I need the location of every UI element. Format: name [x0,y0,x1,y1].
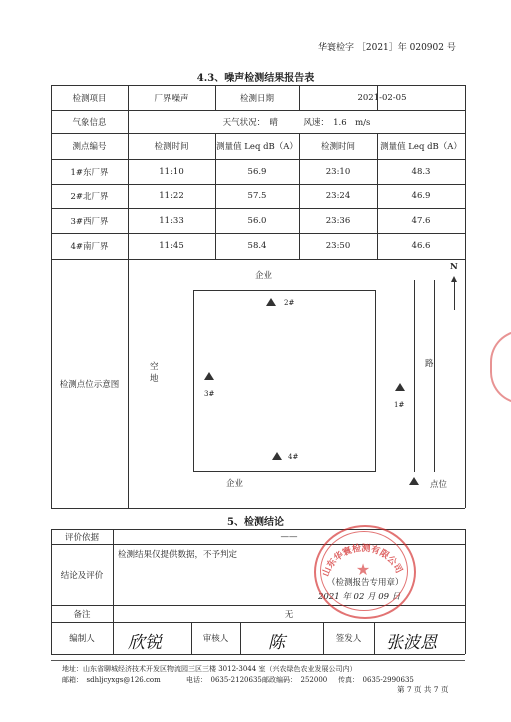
conclusion-title: 5、检测结论 [227,517,284,528]
night-time: 23:10 [325,166,351,177]
day-value: 57.5 [247,191,267,201]
point-4-marker-icon [272,452,282,460]
night-value: 47.6 [411,215,431,226]
night-value: 48.3 [411,166,431,177]
point-id: 2#北厂界 [70,192,109,202]
reviewer-label: 审核人 [202,634,229,644]
point-3-marker-icon [204,372,214,380]
point-2-marker-icon [266,298,276,306]
remark-label: 备注 [73,609,91,620]
seam-stamp [490,330,511,404]
issuer-signature: 张波恩 [386,633,437,653]
weather-value: 天气状况： 晴 风速： 1.6 m/s [222,117,371,128]
basis-value: —— [280,531,298,542]
night-value: 46.6 [411,241,431,251]
issuer-label: 签发人 [335,634,362,644]
road-label: 路 [425,359,434,369]
point-id: 3#西厂界 [70,216,109,227]
point-1-marker-icon [395,383,405,391]
footer-address: 地址：山东省聊城经济技术开发区物流园三区三楼 3012-3044 室（兴农绿色农业发展公司内） [62,665,357,673]
diagram-row-label: 检测点位示意图 [59,379,120,390]
west-land-label: 空 [150,362,159,372]
col-header: 检测时间 [320,142,355,152]
prepared-signature: 欣锐 [128,633,162,653]
basis-label: 评价依据 [64,532,99,543]
road-line [414,280,415,472]
north-label: N [450,262,458,272]
report-title: 4.3、噪声检测结果报告表 [196,73,315,84]
stamp-note: （检测报告专用章） [327,578,404,588]
item-value: 厂界噪声 [154,93,189,104]
svg-text:★: ★ [355,560,371,579]
item-label: 检测项目 [72,93,107,104]
night-time: 23:36 [325,215,351,226]
north-enterprise-label: 企业 [255,271,273,281]
point-2-label: 2# [284,299,295,307]
road-line [434,280,435,472]
legend-marker-icon [409,477,419,485]
day-value: 56.9 [247,166,267,177]
date-label: 检测日期 [239,93,274,104]
day-value: 56.0 [247,215,267,226]
footer-fax: 传真： 0635-2990635 [338,676,414,684]
south-enterprise-label: 企业 [226,479,244,489]
point-id: 1#东厂界 [70,167,109,178]
date-value: 2021-02-05 [357,92,407,103]
night-value: 46.9 [411,191,431,201]
footer-email: 邮箱： sdhljcyxgs@126.com [62,676,161,684]
day-time: 11:10 [159,166,184,177]
doc-number: 华寰检字 ［2021］年 020902 号 [318,43,456,53]
night-time: 23:24 [325,191,351,201]
conclusion-label: 结论及评价 [60,570,104,581]
col-header: 检测时间 [154,142,189,152]
day-time: 11:22 [159,191,184,201]
footer-postcode: 邮政编码： 252000 [262,676,328,684]
night-time: 23:50 [325,241,351,251]
point-3-label: 3# [204,390,215,398]
day-value: 58.4 [247,241,267,251]
plant-boundary [193,290,376,472]
reviewer-signature: 陈 [268,633,285,653]
page-number: 第 7 页 共 7 页 [397,685,449,694]
remark-value: 无 [284,609,294,620]
svg-text:山东华寰检测有限公司: 山东华寰检测有限公司 [321,543,404,579]
point-id: 4#南厂界 [70,242,109,252]
stamp-text [314,525,412,615]
conclusion-text: 检测结果仅提供数据，不予判定 [118,550,238,560]
point-4-label: 4# [288,453,299,461]
legend-label: 点位 [430,480,448,490]
col-header: 测量值 Leq dB（A） [380,142,462,152]
prepared-label: 编制人 [69,634,95,644]
north-arrow-icon [451,276,457,282]
weather-label: 气象信息 [72,117,107,128]
col-header: 测量值 Leq dB（A） [216,142,298,152]
north-arrow-icon [454,280,455,310]
day-time: 11:33 [159,215,184,226]
footer-phone: 电话： 0635-2120635 [186,676,262,684]
sign-date: 2021 年 02 月 09 日 [318,592,401,602]
west-land-label: 地 [150,374,159,384]
day-time: 11:45 [159,241,184,251]
col-header: 测点编号 [72,142,107,152]
point-1-label: 1# [394,401,405,409]
